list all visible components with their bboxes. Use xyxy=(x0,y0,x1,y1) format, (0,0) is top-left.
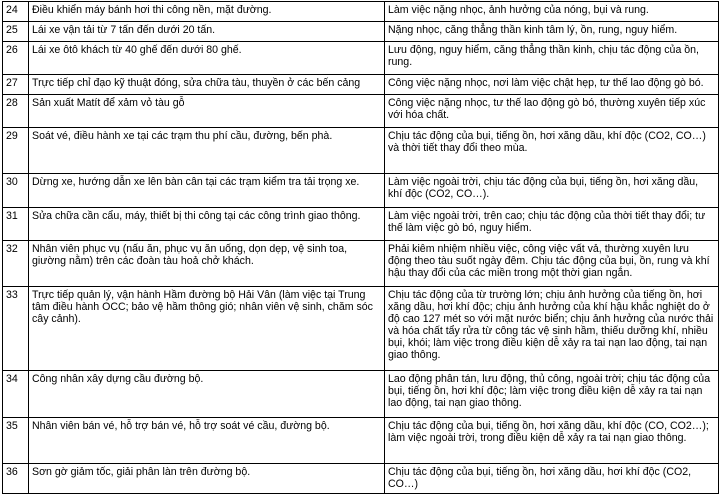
occupation-cell: Nhân viên phục vụ (nấu ăn, phục vụ ăn uống, dọn dẹp, vệ sinh toa, giường nằm) trên các đoàn tàu hoả chở khách. xyxy=(29,241,385,287)
occupation-cell: Trực tiếp chỉ đạo kỹ thuật đóng, sửa chữa tàu, thuyền ở các bến cảng xyxy=(29,75,385,95)
conditions-cell: Chịu tác động của bụi, tiếng ồn, hơi xăng dầu, hơi khí độc (CO2, CO…) xyxy=(385,464,719,494)
conditions-cell: Lưu động, nguy hiểm, căng thẳng thần kinh, chịu tác động của ồn, rung. xyxy=(385,42,719,75)
conditions-cell: Làm việc nặng nhọc, ảnh hưởng của nóng, bụi và rung. xyxy=(385,2,719,22)
conditions-cell: Làm việc ngoài trời, trên cao; chịu tác động của thời tiết thay đổi; tư thế làm việc gò bó, nguy hiểm. xyxy=(385,208,719,241)
table-row xyxy=(3,95,719,128)
occupation-cell: Sửa chữa cần cẩu, máy, thiết bị thi công tại các công trình giao thông. xyxy=(29,208,385,241)
row-number: 33 xyxy=(3,287,29,371)
conditions-cell: Chịu tác động của bụi, tiếng ồn, hơi xăng dầu, khí độc (CO, CO2…); làm việc ngoài trời, trong điều kiện dễ xảy ra tai nạn giao thông. xyxy=(385,418,719,464)
table-row xyxy=(3,22,719,42)
conditions-cell: Nặng nhọc, căng thẳng thần kinh tâm lý, ồn, rung, nguy hiểm. xyxy=(385,22,719,42)
table-row xyxy=(3,2,719,22)
table-row xyxy=(3,174,719,208)
occupation-cell: Dừng xe, hướng dẫn xe lên bàn cân tại các trạm kiểm tra tải trọng xe. xyxy=(29,174,385,208)
row-number: 34 xyxy=(3,371,29,418)
table-row xyxy=(3,287,719,371)
occupation-cell: Lái xe vận tải từ 7 tấn đến dưới 20 tấn. xyxy=(29,22,385,42)
table-row xyxy=(3,75,719,95)
table-row xyxy=(3,241,719,287)
row-number: 27 xyxy=(3,75,29,95)
occupation-cell: Sơn gờ giảm tốc, giải phân làn trên đường bộ. xyxy=(29,464,385,494)
conditions-cell: Làm việc ngoài trời, chịu tác động của bụi, tiếng ồn, hơi xăng dầu, khí độc (CO2, CO…). xyxy=(385,174,719,208)
row-number: 24 xyxy=(3,2,29,22)
table-row xyxy=(3,208,719,241)
occupation-cell: Điều khiển máy bánh hơi thi công nền, mặt đường. xyxy=(29,2,385,22)
row-number: 29 xyxy=(3,128,29,174)
row-number: 35 xyxy=(3,418,29,464)
table-row xyxy=(3,42,719,75)
row-number: 32 xyxy=(3,241,29,287)
occupation-cell: Công nhân xây dựng cầu đường bộ. xyxy=(29,371,385,418)
occupation-cell: Trực tiếp quản lý, vận hành Hầm đường bộ Hải Vân (làm việc tại Trung tâm điều hành OCC; bảo vệ hầm thông gió; nhân viên vệ sinh, chăm sóc cây cảnh). xyxy=(29,287,385,371)
occupation-cell: Sản xuất Matít để xảm vỏ tàu gỗ xyxy=(29,95,385,128)
conditions-cell: Lao động phân tán, lưu động, thủ công, ngoài trời; chịu tác động của bụi, tiếng ồn, hơi khí độc; làm việc trong điều kiện dễ xảy ra tai nạn lao động, tai nạn giao thông. xyxy=(385,371,719,418)
conditions-cell: Công việc nặng nhọc, nơi làm việc chật hẹp, tư thế lao động gò bó. xyxy=(385,75,719,95)
row-number: 25 xyxy=(3,22,29,42)
conditions-cell: Công việc nặng nhọc, tư thế lao động gò bó, thường xuyên tiếp xúc với hóa chất. xyxy=(385,95,719,128)
table-row xyxy=(3,371,719,418)
occupation-cell: Lái xe ôtô khách từ 40 ghế đến dưới 80 ghế. xyxy=(29,42,385,75)
row-number: 28 xyxy=(3,95,29,128)
conditions-cell: Phải kiêm nhiệm nhiều việc, công việc vất vả, thường xuyên lưu động theo tàu suốt ngày đêm. Chịu tác động của bụi, ồn, rung và khí hậu thay đổi của các miền trong một thời gian ngắn. xyxy=(385,241,719,287)
occupation-cell: Nhân viên bán vé, hỗ trợ bán vé, hỗ trợ soát vé cầu, đường bộ. xyxy=(29,418,385,464)
row-number: 36 xyxy=(3,464,29,494)
conditions-cell: Chịu tác động của từ trường lớn; chịu ảnh hưởng của tiếng ồn, hơi xăng dầu, hơi khí độc; chịu ảnh hưởng của khí hậu khắc nghiệt do ở độ cao 127 mét so với mặt nước biển; chịu ảnh hưởng của nước thải và hóa chất tẩy rửa từ công tác vệ sinh hầm, thiếu dưỡng khí, nhiều bụi, khói; làm việc trong điều kiện dễ xảy ra tai nạn lao động, tai nạn giao thông. xyxy=(385,287,719,371)
row-number: 31 xyxy=(3,208,29,241)
table-row xyxy=(3,464,719,494)
table-row xyxy=(3,418,719,464)
row-number: 30 xyxy=(3,174,29,208)
table-row xyxy=(3,128,719,174)
conditions-cell: Chịu tác động của bụi, tiếng ồn, hơi xăng dầu, khí độc (CO2, CO…) và thời tiết thay đổi theo mùa. xyxy=(385,128,719,174)
occupation-cell: Soát vé, điều hành xe tại các trạm thu phí cầu, đường, bến phà. xyxy=(29,128,385,174)
occupation-table xyxy=(2,1,719,494)
row-number: 26 xyxy=(3,42,29,75)
